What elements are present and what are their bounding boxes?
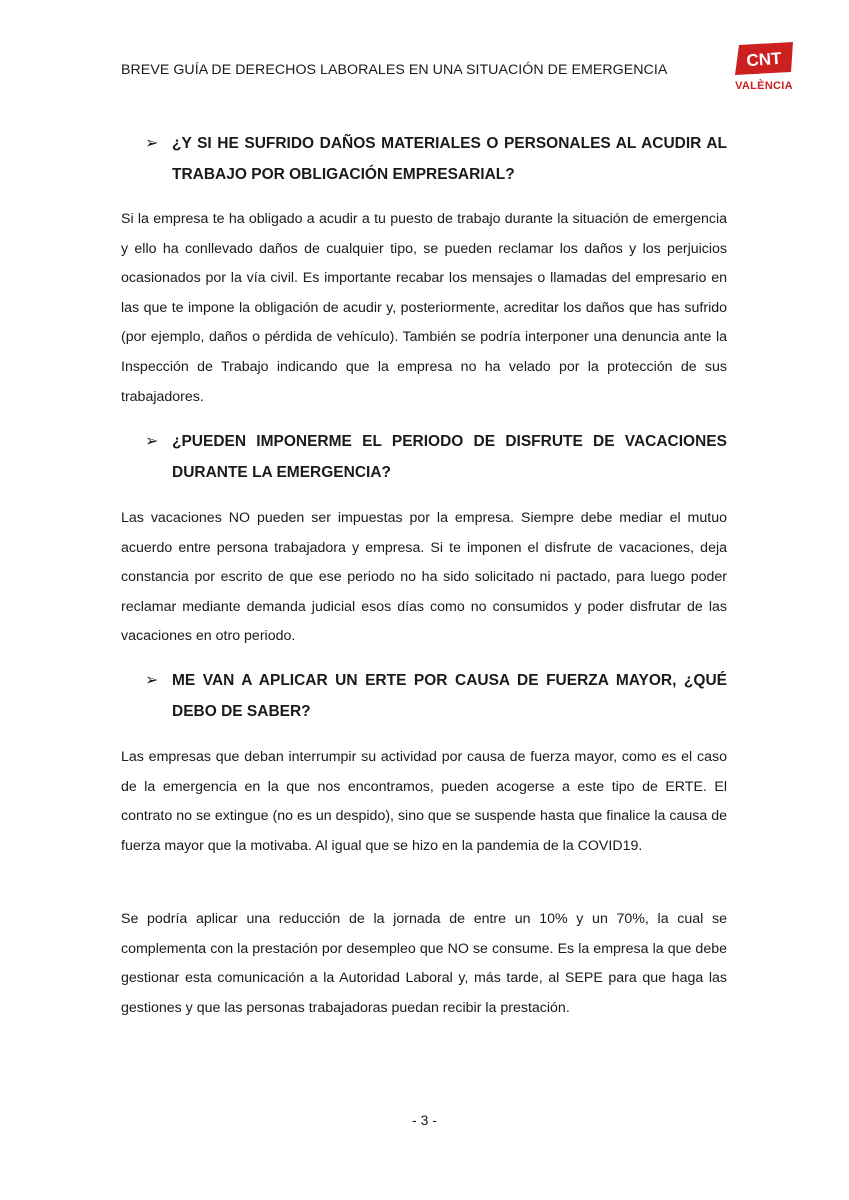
section-paragraph: Se podría aplicar una reducción de la jornada de entre un 10% y un 70%, la cual se complementa con la prestación por desempleo que NO se consume. Es la empresa la que debe gestionar esta comunicación a la Autoridad Laboral y, más tarde, al SEPE para que haga las gestiones y que las personas trabajadoras puedan recibir la prestación. [121,911,727,1016]
section-paragraph: Las empresas que deban interrumpir su actividad por causa de fuerza mayor, como es el caso de la emergencia en la que nos encontramos, pueden acogerse a este tipo de ERTE. El contrato no se extingue (no es un despido), sino que se suspende hasta que finalice la causa de fuerza mayor que la motivaba. Al igual que se hizo en la pandemia de la COVID19. [121,749,727,854]
section-heading-1 [145,128,727,190]
section-heading-3 [145,665,727,727]
cnt-logo-mark [731,42,797,80]
cnt-valencia-logo [731,42,797,92]
arrow-bullet-icon: ➢ [145,135,159,152]
section-heading-2 [145,426,727,488]
section-paragraph: Las vacaciones NO pueden ser impuestas por la empresa. Siempre debe mediar el mutuo acuerdo entre persona trabajadora y empresa. Si te imponen el disfrute de vacaciones, deja constancia por escrito de que ese periodo no ha sido solicitado ni pactado, para luego poder reclamar mediante demanda judicial esos días como no consumidos y poder disfrutar de las vacaciones en otro periodo. [121,510,727,645]
logo-subtext: VALÈNCIA [735,80,793,92]
page-number: - 3 - [412,1112,437,1128]
arrow-bullet-icon: ➢ [145,672,159,689]
section-heading-text: ME VAN A APLICAR UN ERTE POR CAUSA DE FUERZA MAYOR, ¿QUÉ DEBO DE SABER? [172,672,727,720]
svg-text:CNT: CNT [745,48,783,71]
section-heading-text: ¿PUEDEN IMPONERME EL PERIODO DE DISFRUTE DE VACACIONES DURANTE LA EMERGENCIA? [172,433,727,481]
section-paragraph: Si la empresa te ha obligado a acudir a tu puesto de trabajo durante la situación de emergencia y ello ha conllevado daños de cualquier tipo, se pueden reclamar los daños y los perjuicios ocasionados por la vía civil. Es importante recabar los mensajes o llamadas del empresario en las que te impone la obligación de acudir y, posteriormente, acreditar los daños que has sufrido (por ejemplo, daños o pérdida de vehículo). También se podría interponer una denuncia ante la Inspección de Trabajo indicando que la empresa no ha velado por la protección de sus trabajadores. [121,211,727,405]
section-heading-text: ¿Y SI HE SUFRIDO DAÑOS MATERIALES O PERSONALES AL ACUDIR AL TRABAJO POR OBLIGACIÓN EMPRESARIAL? [172,135,727,183]
arrow-bullet-icon: ➢ [145,433,159,450]
document-header-title: BREVE GUÍA DE DERECHOS LABORALES EN UNA SITUACIÓN DE EMERGENCIA [121,62,668,78]
